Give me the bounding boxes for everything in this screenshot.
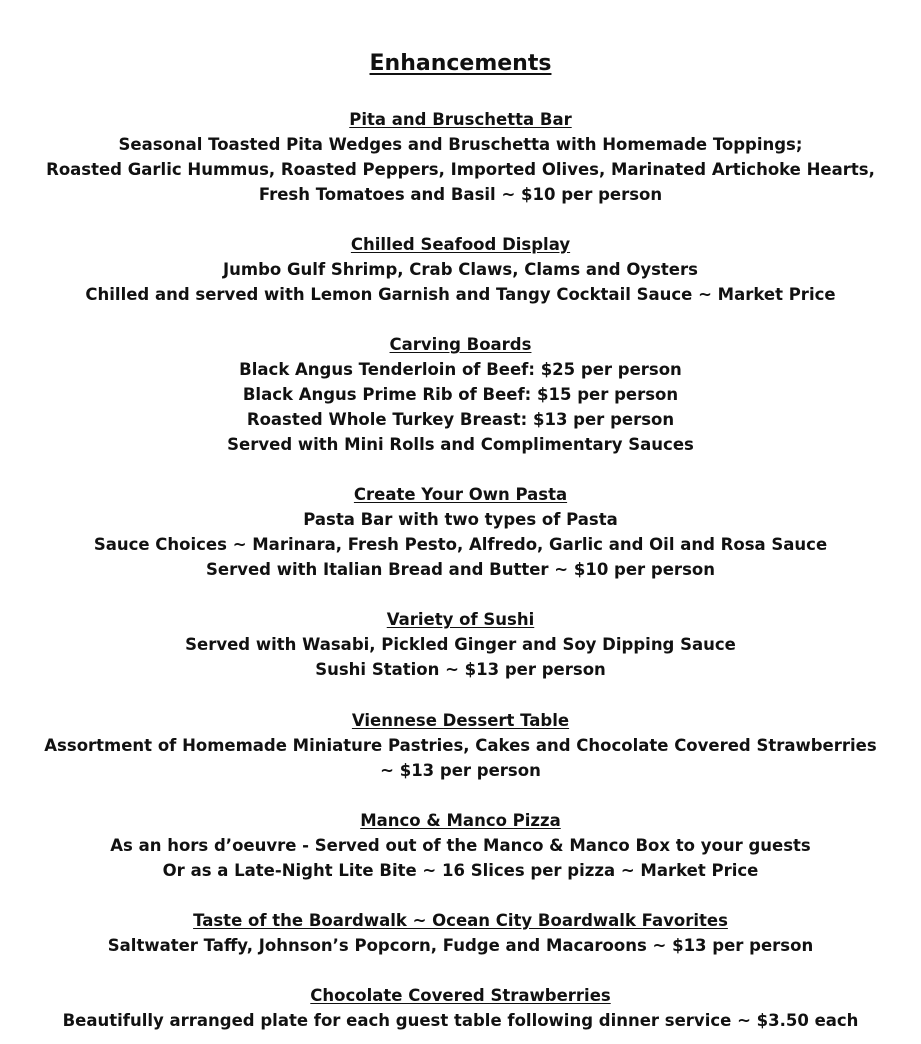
section-heading: Pita and Bruschetta Bar [349, 110, 572, 129]
section-line: Jumbo Gulf Shrimp, Crab Claws, Clams and Oysters [223, 260, 698, 279]
section-pita-bruschetta-bar [0, 107, 921, 207]
section-create-your-own-pasta [0, 482, 921, 582]
section-line: Sushi Station ~ $13 per person [315, 660, 606, 679]
section-heading: Chilled Seafood Display [350, 235, 571, 254]
section-line: Black Angus Tenderloin of Beef: $25 per person [239, 360, 682, 379]
section-line: Roasted Whole Turkey Breast: $13 per person [246, 410, 675, 429]
section-line: Served with Italian Bread and Butter ~ $10 per person [206, 560, 715, 579]
section-line: Pasta Bar with two types of Pasta [303, 510, 618, 529]
section-heading: Viennese Dessert Table [351, 711, 570, 730]
section-chilled-seafood-display [0, 232, 921, 307]
section-line: As an hors d’oeuvre - Served out of the Manco & Manco Box to your guests [110, 836, 811, 855]
section-line: Served with Mini Rolls and Complimentary Sauces [227, 435, 694, 454]
section-heading: Chocolate Covered Strawberries [310, 986, 611, 1005]
page-title: Enhancements [369, 51, 552, 76]
section-line: Assortment of Homemade Miniature Pastries, Cakes and Chocolate Covered Strawberries [44, 736, 877, 755]
section-heading: Carving Boards [389, 335, 532, 354]
section-heading: Manco & Manco Pizza [360, 811, 561, 830]
section-heading: Variety of Sushi [386, 610, 535, 629]
section-manco-pizza [0, 808, 921, 883]
section-line: Black Angus Prime Rib of Beef: $15 per person [242, 385, 679, 404]
section-line: Served with Wasabi, Pickled Ginger and Soy Dipping Sauce [185, 635, 736, 654]
section-viennese-dessert-table [0, 708, 921, 783]
section-line: Sauce Choices ~ Marinara, Fresh Pesto, Alfredo, Garlic and Oil and Rosa Sauce [93, 535, 828, 554]
section-line: Saltwater Taffy, Johnson’s Popcorn, Fudge and Macaroons ~ $13 per person [107, 936, 814, 955]
section-heading: Taste of the Boardwalk ~ Ocean City Boardwalk Favorites [193, 911, 728, 930]
section-line: Or as a Late-Night Lite Bite ~ 16 Slices per pizza ~ Market Price [162, 861, 759, 880]
section-line: Seasonal Toasted Pita Wedges and Bruschetta with Homemade Toppings; [118, 135, 803, 154]
section-line: Beautifully arranged plate for each guest table following dinner service ~ $3.50 each [62, 1011, 859, 1030]
section-line: ~ $13 per person [380, 761, 541, 780]
section-line: Chilled and served with Lemon Garnish and Tangy Cocktail Sauce ~ Market Price [85, 285, 836, 304]
section-heading: Create Your Own Pasta [353, 485, 568, 504]
section-variety-of-sushi [0, 607, 921, 682]
section-carving-boards [0, 332, 921, 457]
section-chocolate-covered-strawberries [0, 983, 921, 1033]
section-line: Roasted Garlic Hummus, Roasted Peppers, Imported Olives, Marinated Artichoke Hearts, [46, 160, 875, 179]
section-line: Fresh Tomatoes and Basil ~ $10 per person [258, 185, 663, 204]
section-taste-of-the-boardwalk [0, 908, 921, 958]
